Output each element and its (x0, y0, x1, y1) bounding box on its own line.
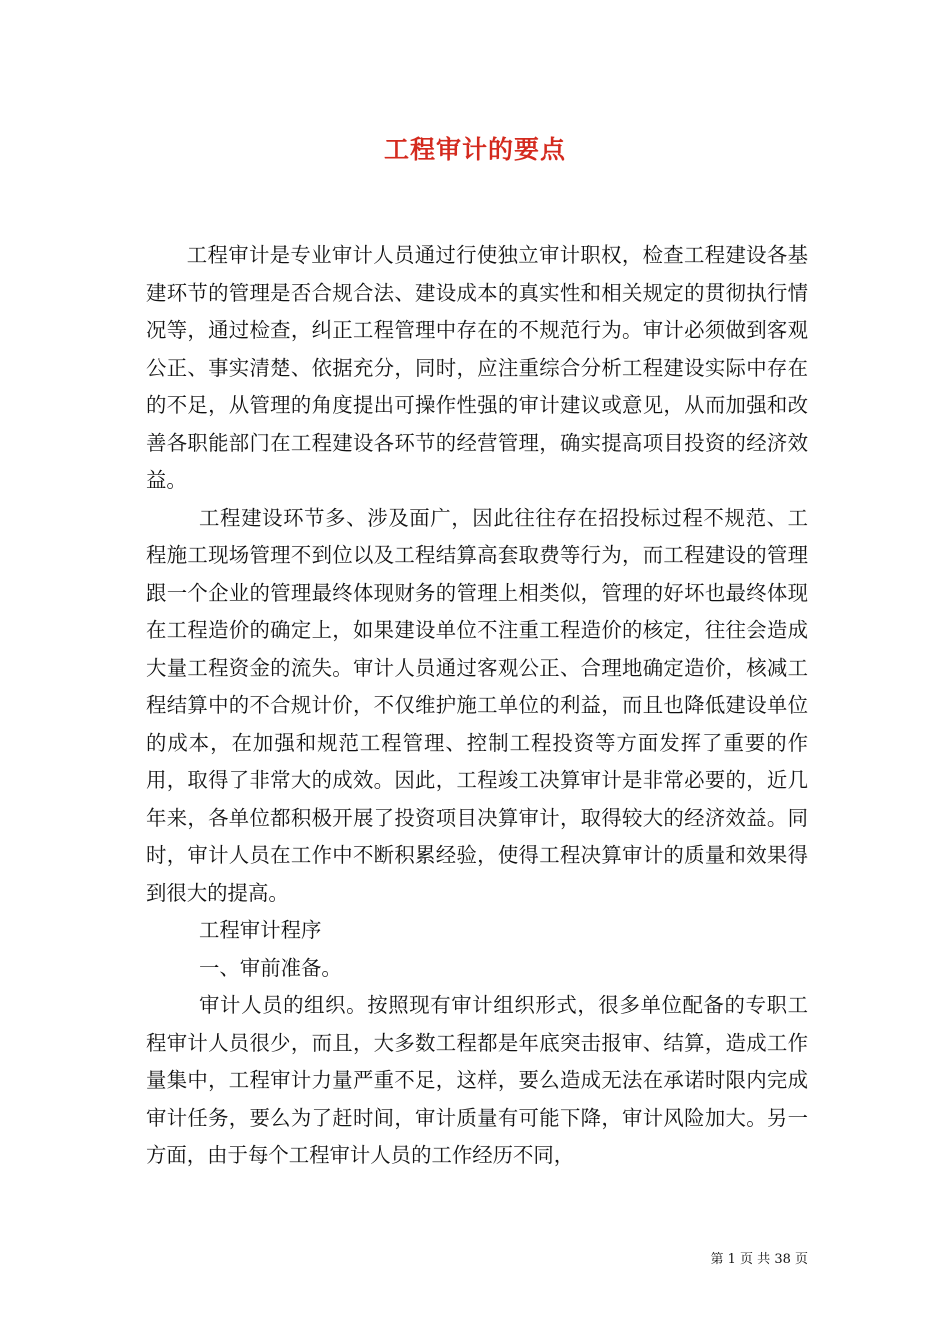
paragraph-intro: 工程审计是专业审计人员通过行使独立审计职权，检查工程建设各基建环节的管理是否合规合法、建设成本的真实性和相关规定的贯彻执行情况等，通过检查，纠正工程管理中存在的不规范行为。审计必须做到客观公正、事实清楚、依据充分，同时，应注重综合分析工程建设实际中存在的不足，从管理的角度提出可操作性强的审计建议或意见，从而加强和改善各职能部门在工程建设各环节的经营管理，确实提高项目投资的经济效益。 (146, 243, 808, 492)
section-heading-pre-audit: 一、审前准备。 (199, 955, 342, 980)
paragraph-auditor-organization: 审计人员的组织。按照现有审计组织形式，很多单位配备的专职工程审计人员很少，而且，大多数工程都是年底突击报审、结算，造成工作量集中，工程审计力量严重不足，这样，要么造成无法在承诺时限内完成审计任务，要么为了赶时间，审计质量有可能下降，审计风险加大。另一方面，由于每个工程审计人员的工作经历不同， (146, 993, 808, 1167)
document-title: 工程审计的要点 (383, 135, 566, 164)
section-heading-audit-procedure: 工程审计程序 (199, 918, 322, 942)
paragraph-construction-links: 工程建设环节多、涉及面广，因此往往存在招投标过程不规范、工程施工现场管理不到位以及工程结算高套取费等行为，而工程建设的管理跟一个企业的管理最终体现财务的管理上相类似，管理的好坏也最终体现在工程造价的确定上，如果建设单位不注重工程造价的核定，往往会造成大量工程资金的流失。审计人员通过客观公正、合理地确定造价，核减工程结算中的不合规计价，不仅维护施工单位的利益，而且也降低建设单位的成本，在加强和规范工程管理、控制工程投资等方面发挥了重要的作用，取得了非常大的成效。因此，工程竣工决算审计是非常必要的，近几年来，各单位都积极开展了投资项目决算审计，取得较大的经济效益。同时，审计人员在工作中不断积累经验，使得工程决算审计的质量和效果得到很大的提高。 (146, 505, 808, 905)
document-body (146, 237, 808, 1175)
page-number-footer: 第 1 页 共 38 页 (710, 1252, 808, 1267)
